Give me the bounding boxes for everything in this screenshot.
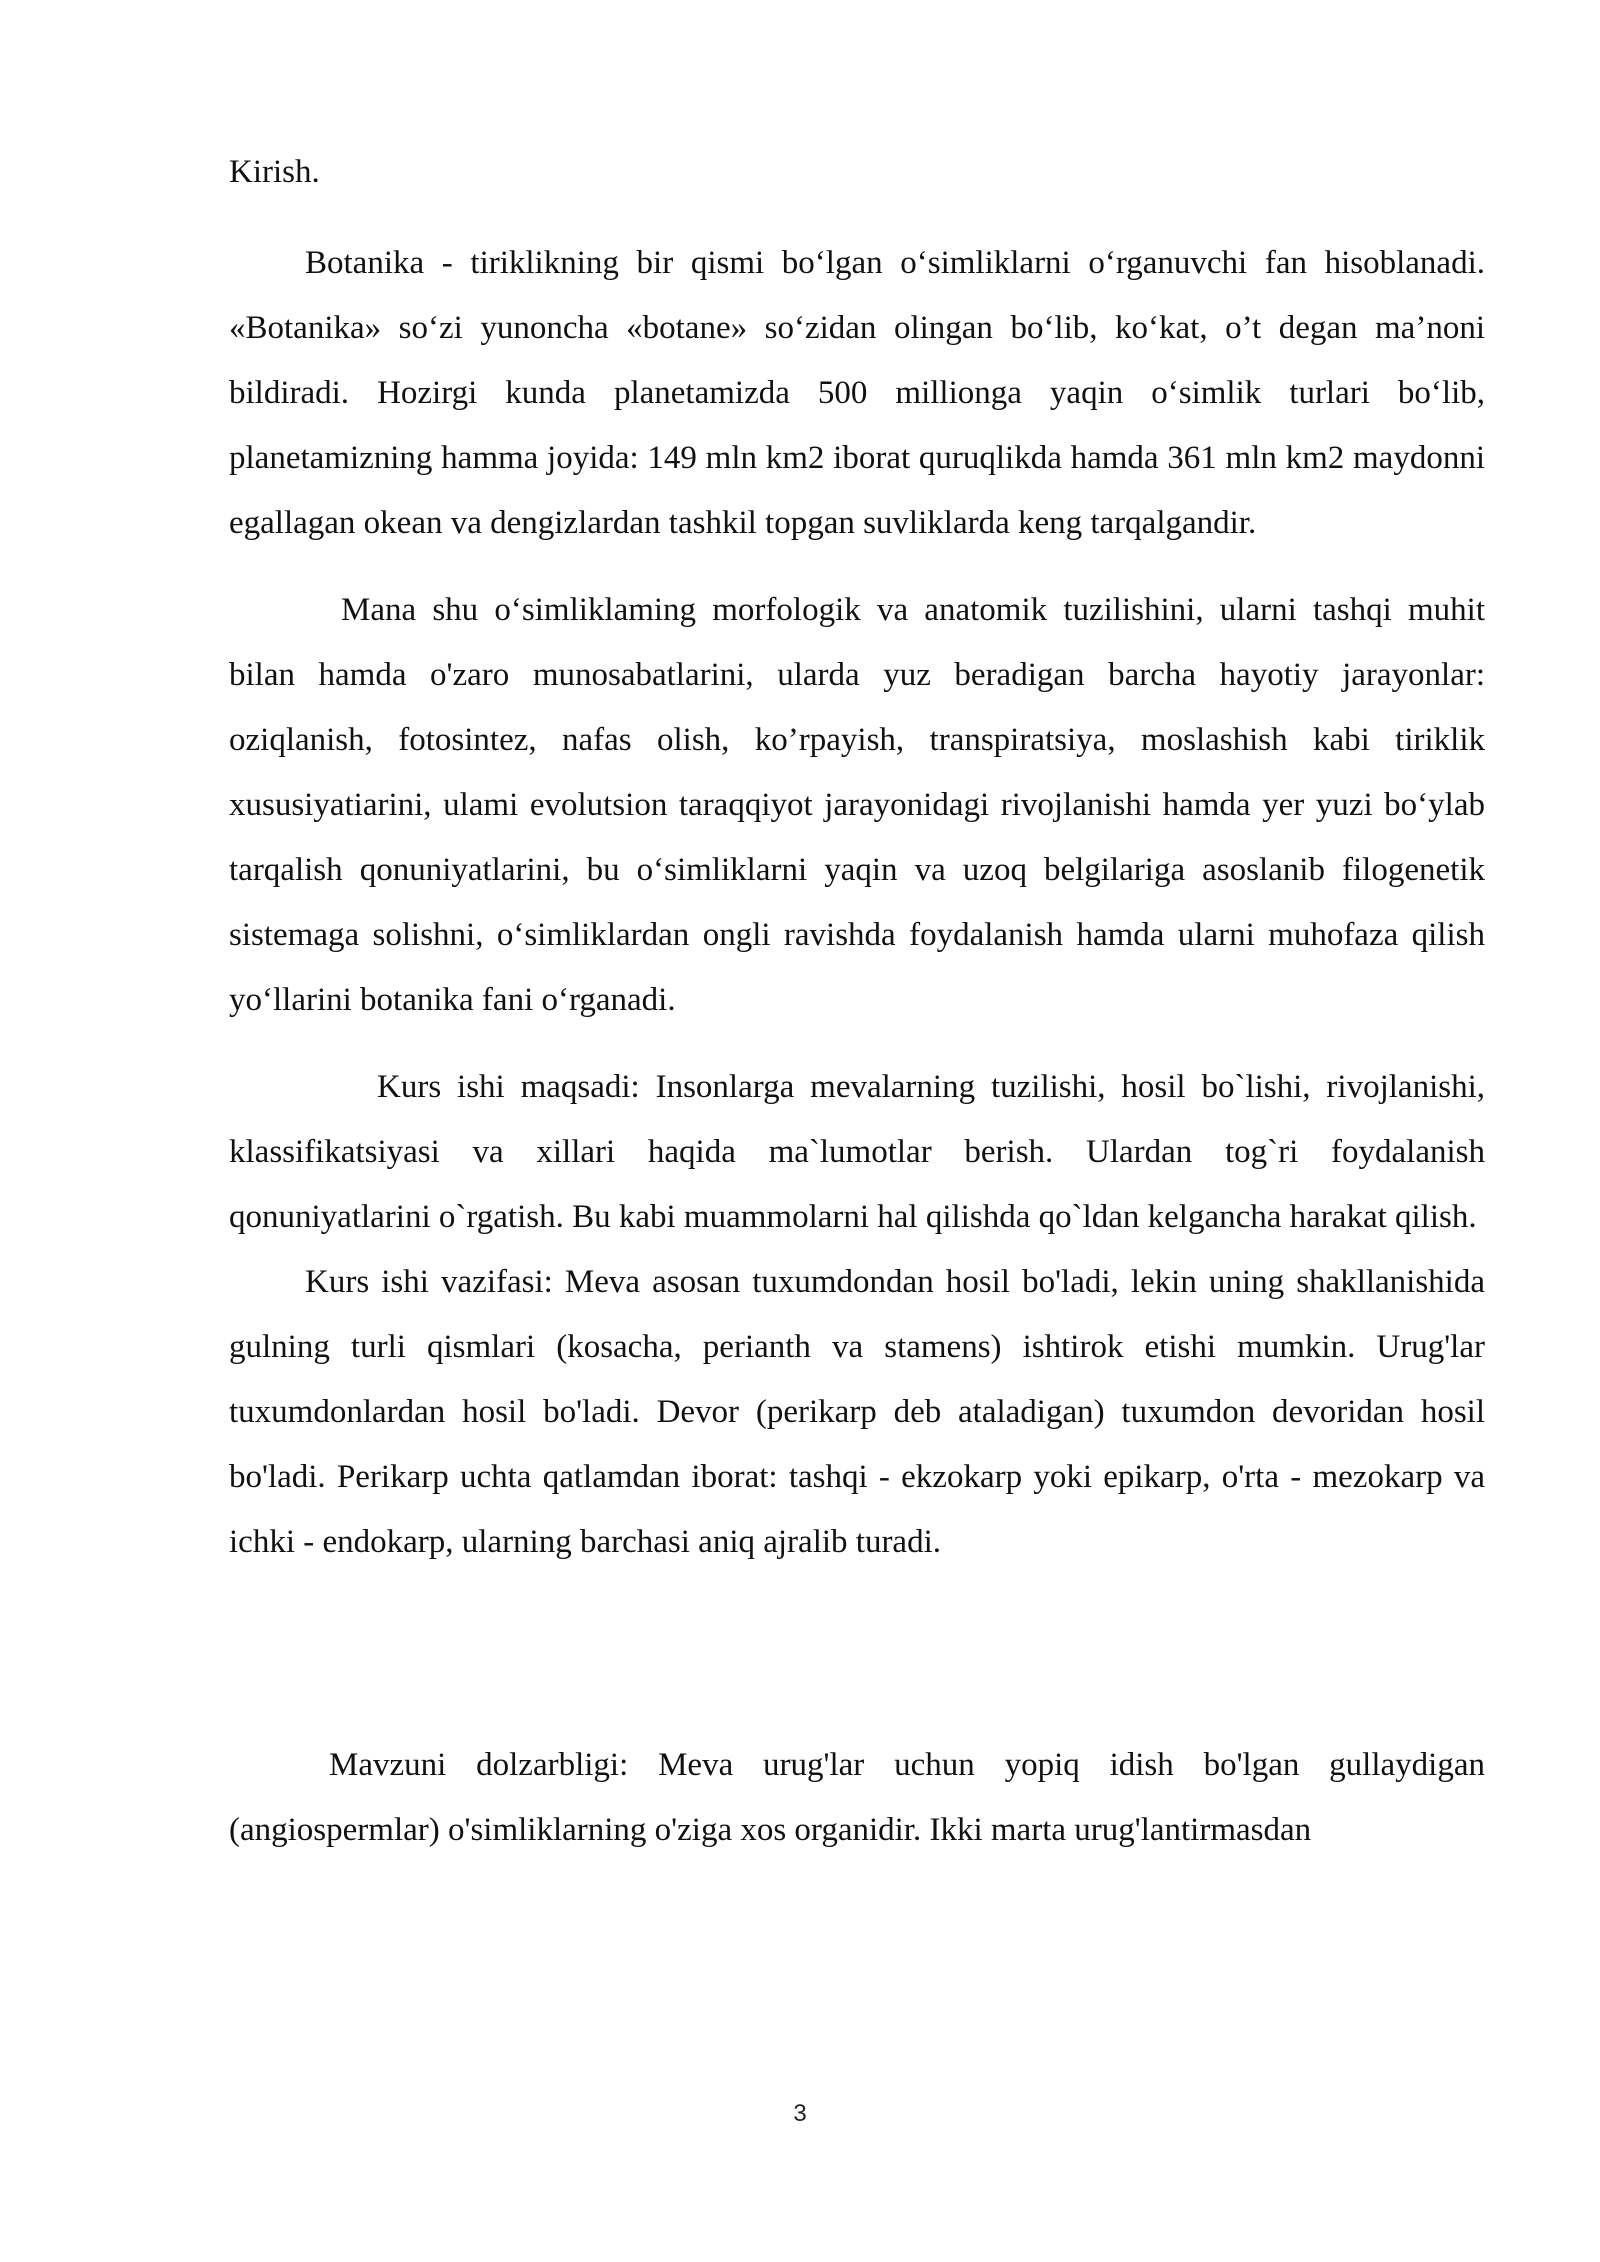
paragraph-course-tasks: Kurs ishi vazifasi: Meva asosan tuxumdondan hosil bo'ladi, lekin uning shakllanishida gulning turli qismlari (kosacha, perianth va stamens) ishtirok etishi mumkin. Urug'lar tuxumdonlardan hosil bo'ladi. Devor (perikarp deb ataladigan) tuxumdon devoridan hosil bo'ladi. Perikarp uchta qatlamdan iborat: tashqi - ekzokarp yoki epikarp, o'rta - mezokarp va ichki - endokarp, ularning barchasi aniq ajralib turadi. (229, 1264, 1485, 1560)
paragraph-spacer (229, 1575, 1485, 1733)
section-heading: Kirish. (229, 154, 320, 190)
paragraph-topic-relevance: Mavzuni dolzarbligi: Meva urug'lar uchun yopiq idish bo'lgan gullaydigan (angiospermlar) o'simliklarning o'ziga xos organidir. Ikki marta urug'lantirmasdan (229, 1747, 1485, 1848)
paragraph-botanika-scope: Mana shu o‘simliklaming morfologik va anatomik tuzilishini, ularni tashqi muhit bilan hamda o'zaro munosabatlarini, ularda yuz beradigan barcha hayotiy jarayonlar: oziqlanish, fotosintez, nafas olish, ko’rpayish, transpiratsiya, moslashish kabi tiriklik xususiyatiarini, ulami evolutsion taraqqiyot jarayonidagi rivojlanishi hamda yer yuzi bo‘ylab tarqalish qonuniyatlarini, bu o‘simliklarni yaqin va uzoq belgilariga asoslanib filogenetik sistemaga solishni, o‘simliklardan ongli ravishda foydalanish hamda ularni muhofaza qilish yo‘llarini botanika fani o‘rganadi. (229, 592, 1485, 1018)
document-body (229, 140, 1485, 1863)
page-number: 3 (793, 2100, 807, 2127)
paragraph-botanika-intro: Botanika - tiriklikning bir qismi bo‘lgan o‘simliklarni o‘rganuvchi fan hisoblanadi. «Botanika» so‘zi yunoncha «botane» so‘zidan olingan bo‘lib, ko‘kat, o’t degan ma’noni bildiradi. Hozirgi kunda planetamizda 500 millionga yaqin o‘simlik turlari bo‘lib, planetamizning hamma joyida: 149 mln km2 iborat quruqlikda hamda 361 mln km2 maydonni egallagan okean va dengizlardan tashkil topgan suvliklarda keng tarqalgandir. (229, 245, 1485, 541)
paragraph-course-goal: Kurs ishi maqsadi: Insonlarga mevalarning tuzilishi, hosil bo`lishi, rivojlanishi, klassifikatsiyasi va xillari haqida ma`lumotlar berish. Ulardan tog`ri foydalanish qonuniyatlarini o`rgatish. Bu kabi muammolarni hal qilishda qo`ldan kelgancha harakat qilish. (229, 1069, 1485, 1235)
